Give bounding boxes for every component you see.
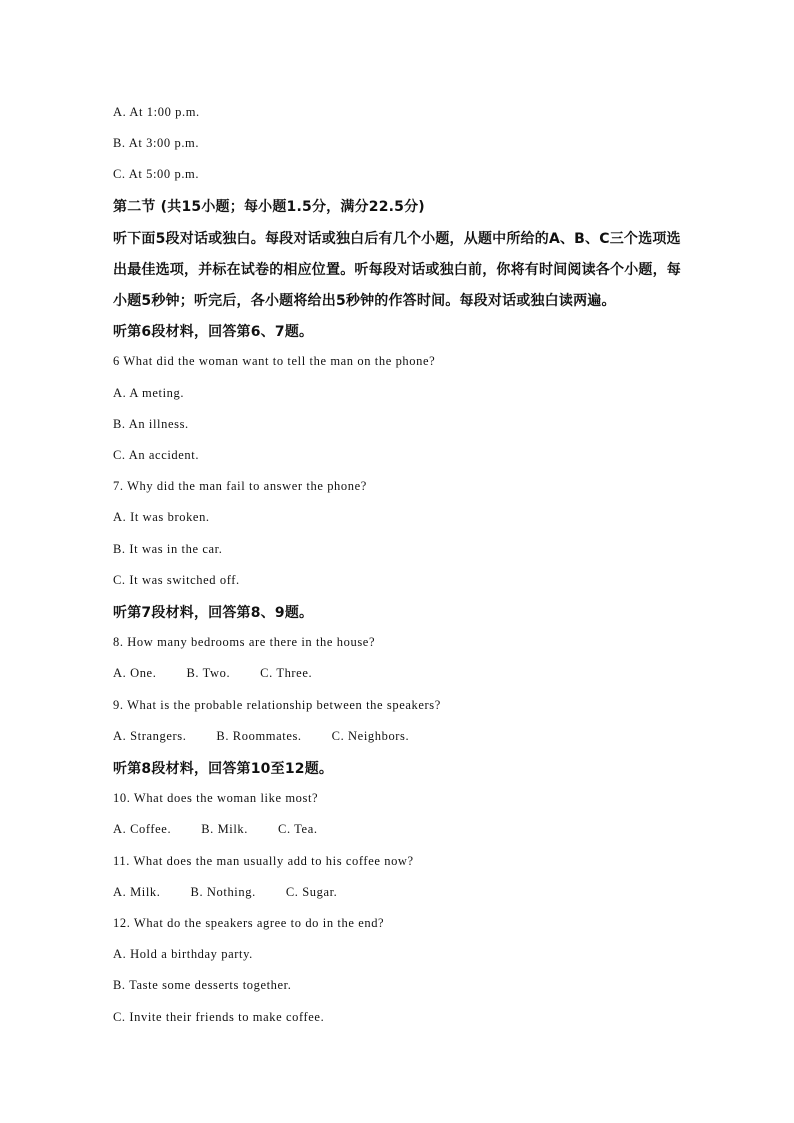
question-8: 8. How many bedrooms are there in the house? bbox=[113, 635, 376, 649]
question-9-options bbox=[113, 729, 409, 744]
instructions-line-2: 出最佳选项，并标在试卷的相应位置。听每段对话或独白前，你将有时间阅读各个小题，每 bbox=[113, 262, 681, 278]
question-12: 12. What do the speakers agree to do in the end? bbox=[113, 916, 385, 930]
option-10c: C. Tea. bbox=[278, 822, 318, 836]
option-6c: C. An accident. bbox=[113, 448, 200, 462]
option-7c: C. It was switched off. bbox=[113, 573, 240, 587]
option-8c: C. Three. bbox=[260, 666, 313, 680]
option-12c: C. Invite their friends to make coffee. bbox=[113, 1010, 325, 1024]
material-7-heading: 听第7段材料，回答第8、9题。 bbox=[113, 605, 314, 621]
option-7a: A. It was broken. bbox=[113, 510, 210, 524]
option-5b: B. At 3:00 p.m. bbox=[113, 136, 200, 150]
option-5c: C. At 5:00 p.m. bbox=[113, 167, 200, 181]
instructions-line-1: 听下面5段对话或独白。每段对话或独白后有几个小题，从题中所给的A、B、C三个选项选 bbox=[113, 231, 681, 247]
option-5a: A. At 1:00 p.m. bbox=[113, 105, 200, 119]
question-10-options bbox=[113, 822, 318, 837]
question-10: 10. What does the woman like most? bbox=[113, 791, 319, 805]
question-8-options bbox=[113, 666, 312, 681]
question-7: 7. Why did the man fail to answer the phone? bbox=[113, 479, 367, 493]
question-6: 6 What did the woman want to tell the man on the phone? bbox=[113, 354, 436, 368]
question-11-options bbox=[113, 885, 337, 900]
option-8b: B. Two. bbox=[186, 666, 231, 680]
question-9: 9. What is the probable relationship between the speakers? bbox=[113, 698, 441, 712]
option-6b: B. An illness. bbox=[113, 417, 189, 431]
option-9a: A. Strangers. bbox=[113, 729, 187, 743]
material-8-heading: 听第8段材料，回答第10至12题。 bbox=[113, 761, 334, 777]
option-9b: B. Roommates. bbox=[216, 729, 302, 743]
instructions-line-3: 小题5秒钟；听完后，各小题将给出5秒钟的作答时间。每段对话或独白读两遍。 bbox=[113, 293, 616, 309]
option-6a: A. A meting. bbox=[113, 386, 185, 400]
question-11: 11. What does the man usually add to his coffee now? bbox=[113, 854, 414, 868]
option-12b: B. Taste some desserts together. bbox=[113, 978, 292, 992]
option-10b: B. Milk. bbox=[201, 822, 249, 836]
section-heading: 第二节 (共15小题；每小题1.5分，满分22.5分) bbox=[113, 199, 425, 215]
option-7b: B. It was in the car. bbox=[113, 542, 223, 556]
option-10a: A. Coffee. bbox=[113, 822, 172, 836]
material-6-heading: 听第6段材料，回答第6、7题。 bbox=[113, 324, 314, 340]
option-11a: A. Milk. bbox=[113, 885, 161, 899]
option-11c: C. Sugar. bbox=[285, 885, 338, 899]
option-8a: A. One. bbox=[113, 666, 157, 680]
option-12a: A. Hold a birthday party. bbox=[113, 947, 253, 961]
option-11b: B. Nothing. bbox=[190, 885, 256, 899]
option-9c: C. Neighbors. bbox=[331, 729, 410, 743]
